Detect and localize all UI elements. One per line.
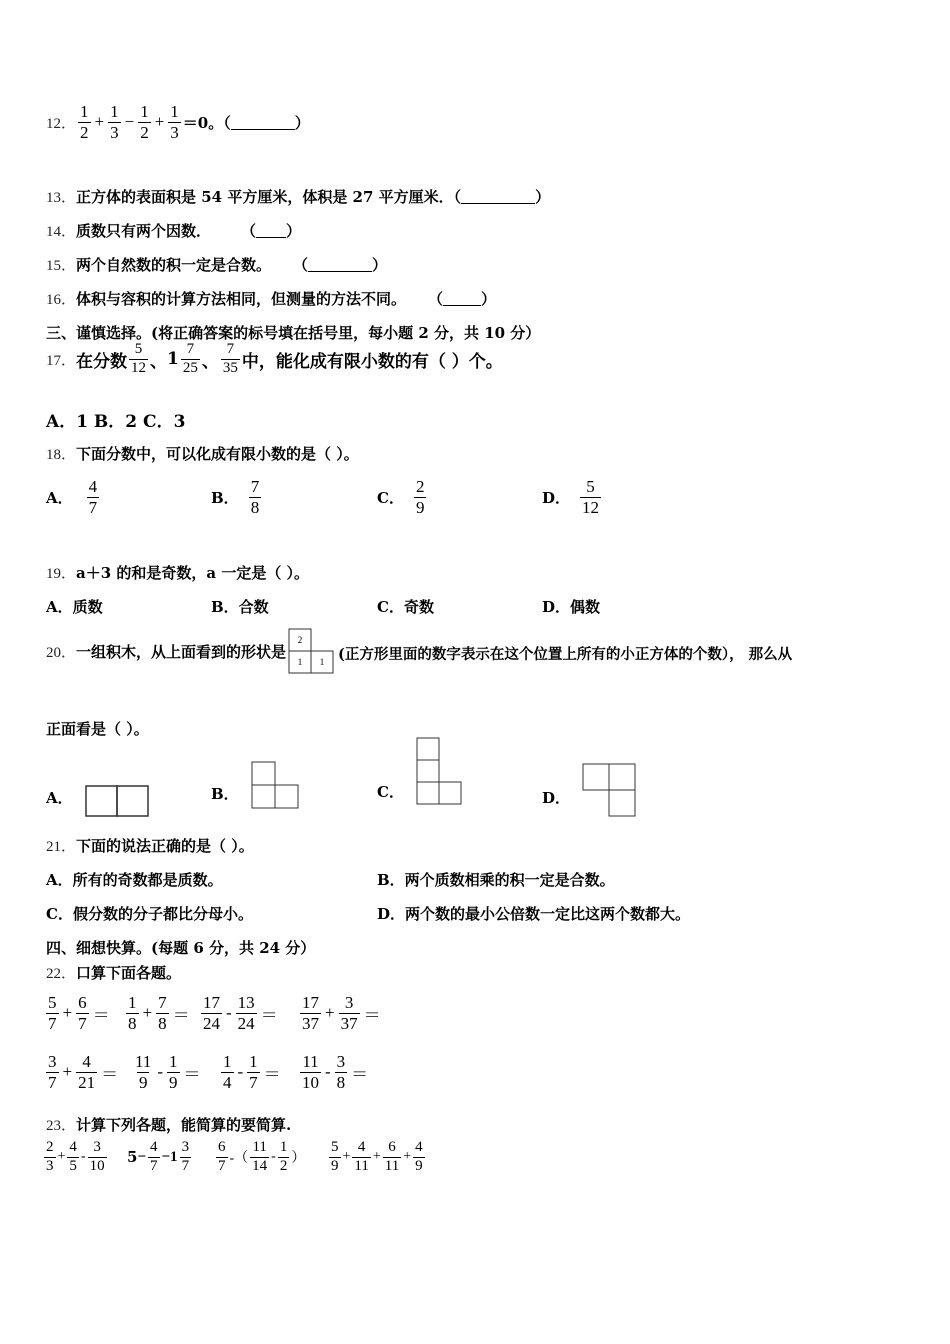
fraction — [329, 1140, 341, 1175]
numerator: 5 — [48, 993, 57, 1012]
numerator: 6 — [218, 1139, 226, 1155]
denominator: 21 — [78, 1072, 96, 1092]
operator: ＝ — [260, 1005, 278, 1025]
denominator: 8 — [336, 1072, 346, 1092]
fraction — [46, 1053, 59, 1092]
denominator: 12 — [582, 497, 600, 517]
question-number: 15． — [46, 258, 77, 274]
numerator: 17 — [302, 993, 319, 1012]
fraction — [167, 1053, 180, 1092]
question-text: 正方体的表面积是 54 平方厘米，体积是 27 平方厘米．（ — [76, 188, 462, 206]
fraction — [250, 1140, 269, 1175]
operator: - — [237, 1062, 244, 1082]
cell-count: 1 — [297, 657, 303, 667]
denominator: 5 — [69, 1157, 77, 1174]
fraction — [88, 1140, 107, 1175]
fraction — [216, 1140, 228, 1175]
denominator: 24 — [203, 1013, 220, 1033]
denominator: 8 — [250, 497, 260, 517]
denominator: 4 — [223, 1072, 232, 1092]
denominator: 25 — [182, 359, 198, 376]
q15: 15． 两个自然数的积一定是合数。 （ ） — [46, 256, 388, 274]
operator: ＝ — [101, 1064, 119, 1084]
fraction — [221, 342, 240, 377]
fraction — [300, 1053, 321, 1092]
q22-row2-item1 — [44, 1053, 120, 1092]
q22-row2-item2 — [131, 1053, 203, 1092]
operator: −1 — [161, 1148, 178, 1165]
denominator: 9 — [169, 1072, 178, 1092]
q20-option-c[interactable]: C． — [377, 777, 466, 805]
fraction — [236, 994, 257, 1033]
numerator: 1 — [169, 1052, 178, 1071]
q21-option-b[interactable]: B．两个质数相乘的积一定是合数。 — [377, 871, 615, 889]
numerator: 1 — [249, 1052, 258, 1071]
denominator: 9 — [138, 1072, 148, 1092]
top-view-figure — [288, 628, 336, 674]
question-text: a＋3 的和是奇数，a 一定是（ ）。 — [76, 564, 310, 582]
denominator: 37 — [340, 1013, 358, 1033]
denominator: 8 — [128, 1013, 137, 1033]
fraction — [180, 1140, 192, 1175]
question-text: 计算下列各题，能简算的要简算. — [76, 1116, 292, 1134]
operator: ＝ — [183, 1064, 201, 1084]
operator: ＝ — [351, 1064, 369, 1084]
answer-blank[interactable] — [461, 189, 535, 204]
question-text: 下面分数中，可以化成有限小数的是（ ）。 — [76, 445, 359, 463]
fraction — [148, 1140, 160, 1175]
denominator: 7 — [249, 1072, 258, 1092]
fraction — [335, 1053, 348, 1092]
q20-option-d[interactable]: D． — [542, 777, 638, 817]
operator: ＝ — [263, 1064, 281, 1084]
fraction — [278, 1140, 290, 1175]
numerator: 3 — [93, 1139, 101, 1155]
fraction — [221, 1053, 234, 1092]
q21-option-c[interactable]: C．假分数的分子都比分母小。 — [46, 905, 253, 923]
q22 — [46, 962, 181, 983]
q12: 12． $\frac{1}{2}$ + $\frac{1}{3}$ − $\frac{1}{2}$ + $\frac{1}{3}$ ＝0。（ ） — [46, 102, 310, 142]
answer-blank[interactable] — [308, 257, 372, 272]
operator: + — [57, 1149, 66, 1165]
q18 — [46, 443, 359, 464]
numerator: 17 — [203, 993, 220, 1012]
question-text: 口算下面各题。 — [76, 964, 182, 982]
numerator: 11 — [302, 1052, 319, 1071]
fraction — [414, 478, 427, 517]
fraction — [580, 478, 601, 517]
denominator: 11 — [354, 1157, 369, 1174]
q23-expr4 — [327, 1140, 427, 1175]
q20-line2: 正面看是（ ）。 — [46, 720, 149, 738]
front-view-a — [85, 785, 149, 817]
fraction — [108, 103, 121, 142]
q21-option-d[interactable]: D．两个数的最小公倍数一定比这两个数都大。 — [377, 905, 691, 923]
numerator: 3 — [344, 993, 354, 1012]
numerator: 4 — [88, 477, 98, 496]
q18-option-a[interactable]: A． $\frac{4}{7}$ — [46, 477, 98, 517]
q18-option-b[interactable]: B． $\frac{7}{8}$ — [211, 477, 260, 517]
operator: + — [403, 1149, 412, 1165]
question-number: 22． — [46, 966, 77, 982]
denominator: 14 — [252, 1157, 268, 1174]
operator: + — [62, 1003, 73, 1023]
q22-row1-item2 — [124, 994, 192, 1033]
operator: + — [62, 1062, 73, 1082]
numerator: 1 — [140, 102, 149, 121]
numerator: 13 — [237, 993, 255, 1012]
q19 — [46, 562, 309, 583]
numerator: 11 — [252, 1139, 267, 1155]
denominator: 7 — [181, 1157, 190, 1174]
numerator: 3 — [48, 1052, 57, 1071]
fraction — [201, 994, 222, 1033]
section-heading: 四、细想快算。(每题 6 分，共 24 分） — [46, 939, 316, 957]
numerator: 7 — [250, 477, 260, 496]
operator: + — [154, 112, 165, 132]
q16: 16． 体积与容积的计算方法相同，但测量的方法不同。 （ ） — [46, 290, 497, 308]
q22-row1-item1 — [44, 994, 112, 1033]
denominator: 3 — [170, 122, 179, 142]
numerator: 5 — [586, 477, 595, 496]
q19-option-c[interactable]: C．奇数 — [377, 598, 434, 616]
front-view-d — [582, 763, 638, 817]
question-text: 体积与容积的计算方法相同，但测量的方法不同。 — [76, 290, 407, 308]
answer-blank[interactable] — [443, 291, 481, 306]
fraction — [156, 994, 169, 1033]
numerator: 6 — [388, 1139, 396, 1155]
q13: 13． 正方体的表面积是 54 平方厘米，体积是 27 平方厘米．（ ） — [46, 188, 551, 206]
q19-option-a[interactable]: A．质数 — [46, 598, 103, 616]
fraction — [413, 1140, 425, 1175]
fraction — [168, 103, 181, 142]
q17-options[interactable]: A．1 B．2 C．3 — [46, 412, 186, 432]
question-number: 21． — [46, 839, 77, 855]
fraction — [247, 1053, 260, 1092]
fraction — [352, 1140, 370, 1175]
q21 — [46, 835, 254, 856]
operator: - — [325, 1062, 331, 1082]
operator: + — [94, 112, 105, 132]
numerator: 11 — [135, 1052, 152, 1071]
answer-blank[interactable] — [231, 115, 295, 130]
numerator: 2 — [46, 1139, 54, 1155]
operator: + — [372, 1149, 381, 1165]
fraction — [383, 1140, 401, 1175]
operator: + — [325, 1003, 335, 1023]
denominator: 7 — [48, 1013, 57, 1033]
q22-row2-item3 — [219, 1053, 283, 1092]
fraction — [87, 478, 100, 517]
numerator: 1 — [110, 102, 119, 121]
q19-option-b[interactable]: B．合数 — [211, 598, 269, 616]
denominator: 7 — [150, 1157, 158, 1174]
numerator: 4 — [150, 1139, 158, 1155]
denominator: 8 — [158, 1013, 167, 1033]
question-number: 18． — [46, 447, 77, 463]
section-heading: 三、谨慎选择。(将正确答案的标号填在括号里，每小题 2 分，共 10 分） — [46, 324, 541, 342]
q20-option-b[interactable]: B． — [211, 777, 301, 809]
denominator: 24 — [237, 1013, 255, 1033]
operator: − — [124, 112, 135, 132]
answer-blank[interactable] — [256, 223, 286, 238]
numerator: 1 — [80, 102, 89, 121]
denominator: 3 — [46, 1157, 54, 1174]
numerator: 1 — [223, 1052, 232, 1071]
denominator: 37 — [302, 1013, 319, 1033]
denominator: 7 — [78, 1013, 87, 1033]
denominator: 7 — [218, 1157, 226, 1174]
question-number: 14． — [46, 224, 77, 240]
q18-option-d[interactable]: D． $\frac{5}{12}$ — [542, 477, 600, 517]
fraction — [181, 342, 200, 377]
denominator: 3 — [110, 122, 119, 142]
numerator: 3 — [181, 1139, 190, 1155]
operator: + — [142, 1003, 153, 1023]
q18-option-c[interactable]: C． $\frac{2}{9}$ — [377, 477, 425, 517]
numerator: 5 — [331, 1139, 339, 1155]
q20-option-a[interactable]: A． — [46, 777, 149, 817]
question-number: 17． — [46, 352, 77, 369]
denominator: 35 — [222, 359, 238, 376]
question-text: 下面的说法正确的是（ ）。 — [76, 837, 254, 855]
fraction — [67, 1140, 79, 1175]
operator: - — [157, 1062, 164, 1082]
cell-count: 1 — [319, 657, 325, 667]
denominator: 11 — [384, 1157, 400, 1174]
numerator: 6 — [78, 993, 87, 1012]
numerator: 2 — [415, 477, 425, 496]
operator: ＝ — [92, 1005, 110, 1025]
question-number: 23． — [46, 1118, 77, 1134]
q17: 17． 在分数 $\frac{5}{12}$ 、 1 $\frac{7}{25}$ 、 $\frac{7}{35}$ 中，能化成有限小数的有（ ）个。 — [46, 341, 503, 376]
numerator: 4 — [69, 1139, 77, 1155]
question-number: 13． — [46, 190, 77, 206]
numerator: 4 — [82, 1052, 91, 1071]
operator: ） — [291, 1151, 306, 1167]
question-text: 两个自然数的积一定是合数。 — [76, 256, 272, 274]
denominator: 7 — [48, 1072, 57, 1092]
numerator: 3 — [336, 1052, 346, 1071]
operator: ＝ — [172, 1005, 190, 1025]
question-number: 19． — [46, 566, 77, 582]
numerator: 5 — [134, 341, 143, 357]
operator: - — [80, 1149, 86, 1165]
denominator: 9 — [331, 1157, 339, 1174]
fraction — [76, 1053, 97, 1092]
fraction — [129, 342, 148, 377]
fraction — [46, 994, 59, 1033]
operator: − — [137, 1148, 146, 1165]
question-number: 12． — [46, 115, 77, 132]
question-number: 20． — [46, 644, 77, 661]
front-view-c — [416, 737, 466, 805]
fraction — [300, 994, 321, 1033]
q22-row1-item4 — [298, 994, 383, 1033]
denominator: 10 — [89, 1157, 105, 1174]
question-number: 16． — [46, 292, 77, 308]
q23-expr3 — [214, 1140, 305, 1175]
operator: -（ — [229, 1151, 249, 1167]
fraction — [138, 103, 151, 142]
q14: 14． 质数只有两个因数． （ ） — [46, 222, 302, 240]
denominator: 10 — [302, 1072, 319, 1092]
numerator: 4 — [415, 1139, 423, 1155]
fraction — [133, 1053, 153, 1092]
fraction — [76, 994, 89, 1033]
q19-option-d[interactable]: D．偶数 — [542, 598, 601, 616]
numerator: 7 — [158, 993, 167, 1012]
fraction — [126, 994, 139, 1033]
denominator: 2 — [80, 122, 89, 142]
operator: + — [342, 1149, 351, 1165]
q20: 20． 一组积木，从上面看到的形状是 2 1 1 (正方形里面的数字表示在这个位置上所有的小正方体的个数）， 那么从 — [46, 628, 792, 674]
operator: - — [226, 1003, 232, 1023]
cell-count: 2 — [297, 635, 303, 645]
q23-expr2: 5 − $\frac{4}{7}$ −1 $\frac{3}{7}$ — [127, 1139, 190, 1174]
denominator: 2 — [140, 122, 149, 142]
front-view-b — [251, 761, 301, 809]
denominator: 9 — [415, 497, 425, 517]
q21-option-a[interactable]: A．所有的奇数都是质数。 — [46, 871, 223, 889]
denominator: 2 — [279, 1157, 288, 1174]
denominator: 12 — [131, 359, 147, 376]
q23 — [46, 1114, 291, 1135]
numerator: 1 — [128, 993, 137, 1012]
numerator: 7 — [186, 341, 195, 357]
numerator: 7 — [226, 341, 235, 357]
numerator: 1 — [279, 1139, 288, 1155]
numerator: 4 — [357, 1139, 366, 1155]
q22-row2-item4 — [298, 1053, 370, 1092]
operator: - — [271, 1149, 276, 1165]
fraction — [78, 103, 91, 142]
fraction — [44, 1140, 56, 1175]
fraction — [249, 478, 262, 517]
operator: ＝ — [363, 1005, 381, 1025]
denominator: 7 — [88, 497, 98, 517]
numerator: 1 — [170, 102, 179, 121]
q23-expr1 — [42, 1140, 109, 1175]
denominator: 9 — [415, 1157, 423, 1174]
question-text: 质数只有两个因数． — [76, 222, 212, 240]
q22-row1-item3 — [199, 994, 280, 1033]
fraction — [339, 994, 360, 1033]
